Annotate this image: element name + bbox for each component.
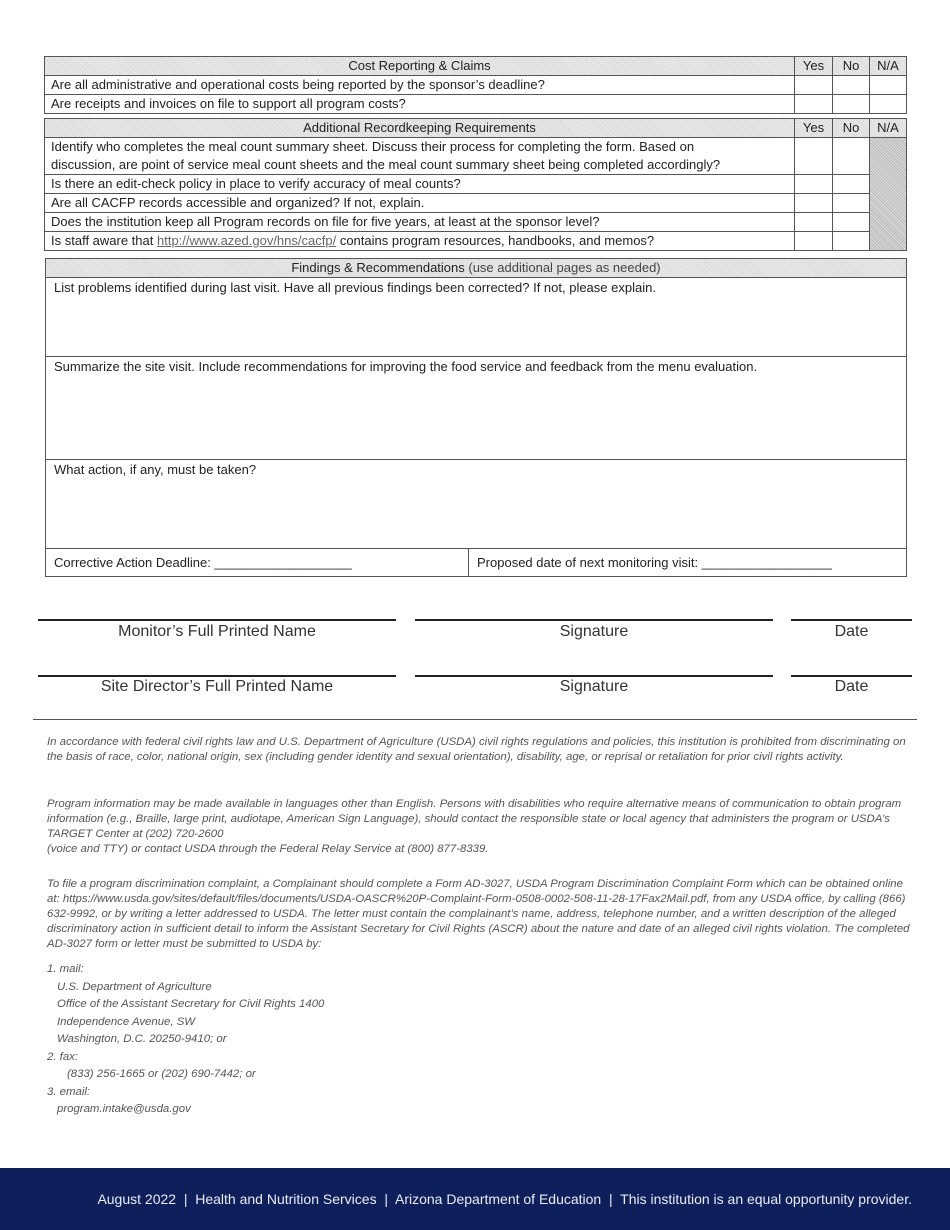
legal-paragraph-3: To file a program discrimination complaint, a Complainant should complete a Form AD-3027, USDA Program Discrimination Complaint Form which can be obtained online at: https://www.usda.gov/sites/default/files/documents/USDA-OASCR%20P-Complaint-Form-0508-0002-508-11-28-17Fax2Mail.pdf, from any USDA office, by calling (866) 632-9992, or by writing a letter addressed to USDA. The letter must contain the complainant’s name, address, telephone number, and a written description of the alleged discriminatory action in sufficient detail to inform the Assistant Secretary for Civil Rights (ASCR) about the nature and date of an alleged civil rights violation. The completed AD-3027 form or letter must be submitted to USDA by: <box>47 878 910 950</box>
question-line: discussion, are point of service meal count sheets and the meal count summary sheet being completed accordingly? <box>51 157 721 172</box>
question-records-five-years: Does the institution keep all Program records on file for five years, at least at the sponsor level? <box>45 213 795 232</box>
nondiscrimination-statement <box>47 735 917 765</box>
question-costs-deadline: Are all administrative and operational costs being reported by the sponsor’s deadline? <box>45 76 795 95</box>
question-receipts-on-file: Are receipts and invoices on file to support all program costs? <box>45 95 795 114</box>
legal-paragraph-1: In accordance with federal civil rights law and U.S. Department of Agriculture (USDA) civil rights regulations and policies, this institution is prohibited from discriminating on the basis of race, color, national origin, sex (including gender identity and sexual orientation), disability, age, or reprisal or retaliation for prior civil rights activity. <box>47 736 906 763</box>
answer-no-cell[interactable] <box>833 138 870 175</box>
findings-title-note: (use additional pages as needed) <box>464 260 661 275</box>
cost-reporting-title: Cost Reporting & Claims <box>45 57 795 76</box>
question-line: Identify who completes the meal count summary sheet. Discuss their process for completing the form. Based on <box>51 139 695 154</box>
answer-yes-cell[interactable] <box>795 175 833 194</box>
mail-line-1: U.S. Department of Agriculture <box>57 980 212 993</box>
director-signature-line[interactable] <box>415 675 773 677</box>
yes-header: Yes <box>795 119 833 138</box>
footer-text: August 2022 | Health and Nutrition Services | Arizona Department of Education | This institution is an equal opportunity provider. <box>97 1191 912 1207</box>
mail-label: 1. mail: <box>47 963 84 975</box>
findings-summary-field[interactable] <box>46 357 906 460</box>
answer-yes-cell[interactable] <box>795 76 833 95</box>
answer-yes-cell[interactable] <box>795 138 833 175</box>
recordkeeping-title: Additional Recordkeeping Requirements <box>45 119 795 138</box>
answer-no-cell[interactable] <box>833 95 870 114</box>
answer-na-cell[interactable] <box>870 76 907 95</box>
answer-yes-cell[interactable] <box>795 194 833 213</box>
question-text-pre: Is staff aware that <box>51 233 157 248</box>
deadline-row <box>46 549 906 577</box>
findings-question-2: Summarize the site visit. Include recommendations for improving the food service and feedback from the menu evaluation. <box>54 359 758 374</box>
monitor-date-label: Date <box>834 623 869 640</box>
question-edit-check-policy: Is there an edit-check policy in place to verify accuracy of meal counts? <box>45 175 795 194</box>
cost-reporting-table <box>44 56 907 114</box>
findings-question-3: What action, if any, must be taken? <box>54 462 257 477</box>
findings-action-field[interactable] <box>46 460 906 549</box>
director-signature-label: Signature <box>559 678 629 695</box>
monitor-name-line[interactable] <box>38 619 396 621</box>
mail-line-3: Independence Avenue, SW <box>57 1015 196 1028</box>
question-records-accessible: Are all CACFP records accessible and organized? If not, explain. <box>45 194 795 213</box>
director-name-line[interactable] <box>38 675 396 677</box>
page-footer <box>0 1168 950 1230</box>
director-date-label: Date <box>834 678 869 695</box>
divider <box>33 719 917 720</box>
answer-no-cell[interactable] <box>833 213 870 232</box>
question-meal-count-summary <box>45 138 795 175</box>
director-name-label: Site Director’s Full Printed Name <box>100 678 334 695</box>
email-address[interactable]: program.intake@usda.gov <box>57 1103 191 1115</box>
findings-title: Findings & Recommendations <box>291 260 465 275</box>
mail-line-4: Washington, D.C. 20250-9410; or <box>57 1033 227 1045</box>
answer-no-cell[interactable] <box>833 76 870 95</box>
language-access-statement <box>47 797 917 857</box>
na-header: N/A <box>870 119 907 138</box>
answer-no-cell[interactable] <box>833 175 870 194</box>
answer-na-cell[interactable] <box>870 95 907 114</box>
no-header: No <box>833 57 870 76</box>
fax-label: 2. fax: <box>47 1050 79 1063</box>
recordkeeping-table <box>44 118 907 251</box>
findings-header <box>46 259 906 278</box>
yes-header: Yes <box>795 57 833 76</box>
monitor-signature-label: Signature <box>559 623 629 640</box>
findings-section <box>45 258 907 577</box>
monitor-date-line[interactable] <box>791 619 912 621</box>
legal-paragraph-2b: (voice and TTY) or contact USDA through the Federal Relay Service at (800) 877-8339. <box>47 843 489 855</box>
monitor-signature-line[interactable] <box>415 619 773 621</box>
question-text-post: contains program resources, handbooks, and memos? <box>336 233 655 248</box>
director-date-line[interactable] <box>791 675 912 677</box>
answer-no-cell[interactable] <box>833 232 870 251</box>
complaint-contact-list <box>47 961 324 1119</box>
email-label: 3. email: <box>47 1085 91 1098</box>
answer-yes-cell[interactable] <box>795 232 833 251</box>
findings-previous-problems-field[interactable] <box>46 278 906 357</box>
na-header: N/A <box>870 57 907 76</box>
next-visit-date-field[interactable]: Proposed date of next monitoring visit: __________________ <box>477 555 832 570</box>
fax-numbers: (833) 256-1665 or (202) 690-7442; or <box>67 1068 256 1080</box>
complaint-statement <box>47 877 917 952</box>
answer-no-cell[interactable] <box>833 194 870 213</box>
findings-question-1: List problems identified during last visit. Have all previous findings been corrected? If not, please explain. <box>54 280 656 295</box>
corrective-action-deadline-field[interactable]: Corrective Action Deadline: ___________________ <box>46 549 469 577</box>
na-shaded-cell <box>870 138 907 251</box>
legal-paragraph-2a: Program information may be made available in languages other than English. Persons with disabilities who require alternative means of communication to obtain program information (e.g., Braille, large print, audiotape, American Sign Language), should contact the responsible state or local agency that administers the program or USDA’s TARGET Center at (202) 720-2600 <box>47 798 902 840</box>
answer-yes-cell[interactable] <box>795 95 833 114</box>
mail-line-2: Office of the Assistant Secretary for Civil Rights 1400 <box>57 998 325 1010</box>
no-header: No <box>833 119 870 138</box>
answer-yes-cell[interactable] <box>795 213 833 232</box>
monitor-name-label: Monitor’s Full Printed Name <box>118 623 316 640</box>
question-staff-aware-website <box>45 232 795 251</box>
cacfp-website-link[interactable]: http://www.azed.gov/hns/cacfp/ <box>156 233 337 248</box>
